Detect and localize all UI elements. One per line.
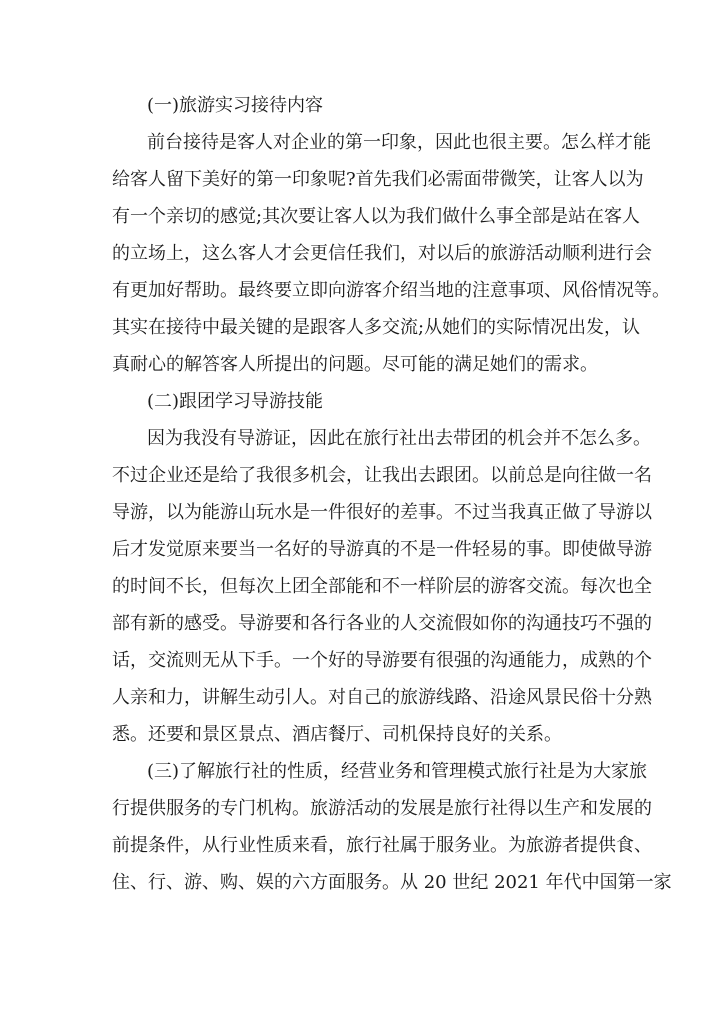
section-2-line-7: 话，交流则无从下手。一个好的导游要有很强的沟通能力，成熟的个 [112,650,652,671]
section-3-line-2: 行提供服务的专门机构。旅游活动的发展是旅行社得以生产和发展的 [112,798,652,819]
section-2-line-3: 导游，以为能游山玩水是一件很好的差事。不过当我真正做了导游以 [112,502,652,523]
section-1-line-1: 前台接待是客人对企业的第一印象，因此也很主要。怎么样才能 [147,132,651,153]
section-1-line-5: 有更加好帮助。最终要立即向游客介绍当地的注意事项、风俗情况等。 [112,280,670,301]
section-2-line-8: 人亲和力，讲解生动引人。对自己的旅游线路、沿途风景民俗十分熟 [112,687,652,708]
section-2-line-4: 后才发觉原来要当一名好的导游真的不是一件轻易的事。即使做导游 [112,539,652,560]
section-1-line-7: 真耐心的解答客人所提出的问题。尽可能的满足她们的需求。 [112,354,598,375]
section-1-line-4: 的立场上，这么客人才会更信任我们，对以后的旅游活动顺利进行会 [112,243,652,264]
section-2-line-9: 悉。还要和景区景点、酒店餐厅、司机保持良好的关系。 [112,724,562,745]
section-1-line-6: 其实在接待中最关键的是跟客人多交流;从她们的实际情况出发，认 [112,317,641,338]
section-1-line-3: 有一个亲切的感觉;其次要让客人以为我们做什么事全部是站在客人 [112,206,641,227]
section-3-line-4: 住、行、游、购、娱的六方面服务。从 20 世纪 2021 年代中国第一家 [112,872,672,893]
section-2-line-5: 的时间不长，但每次上团全部能和不一样阶层的游客交流。每次也全 [112,576,652,597]
section-3-line-1: (三)了解旅行社的性质，经营业务和管理模式旅行社是为大家旅 [147,761,648,782]
section-3-line-3: 前提条件，从行业性质来看，旅行社属于服务业。为旅游者提供食、 [112,835,652,856]
section-2-line-6: 部有新的感受。导游要和各行各业的人交流假如你的沟通技巧不强的 [112,613,652,634]
section-1-line-2: 给客人留下美好的第一印象呢?首先我们必需面带微笑，让客人以为 [112,169,644,190]
section-1-heading: (一)旅游实习接待内容 [147,95,324,116]
section-2-line-2: 不过企业还是给了我很多机会，让我出去跟团。以前总是向往做一名 [112,465,652,486]
section-2-heading: (二)跟团学习导游技能 [147,391,324,412]
section-2-line-1: 因为我没有导游证，因此在旅行社出去带团的机会并不怎么多。 [147,428,651,449]
